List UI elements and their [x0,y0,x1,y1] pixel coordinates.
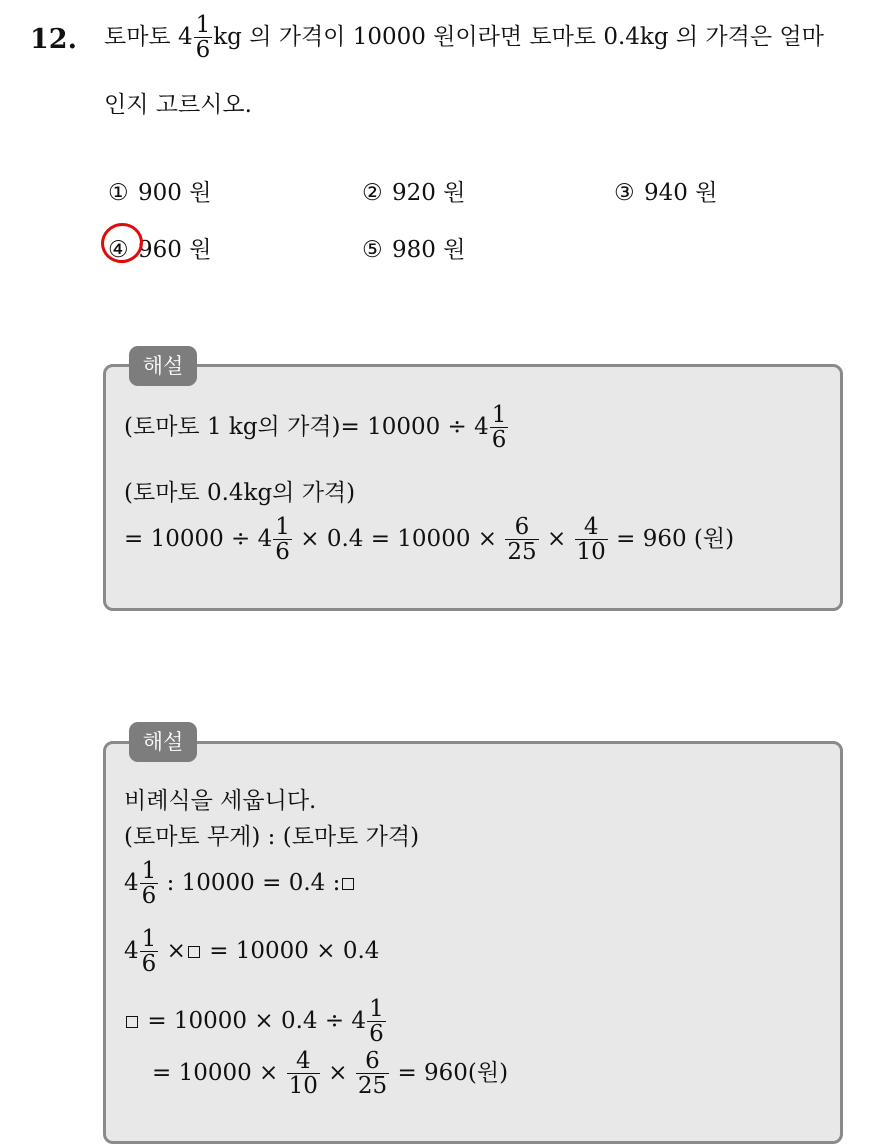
explanation-tag-2: 해설 [129,722,197,762]
option-label: 960 원 [138,237,212,263]
option-mark: ④ [108,237,129,263]
fraction-numerator: 6 [514,514,530,540]
fraction-numerator: 6 [365,1048,380,1074]
explanation-tag-1: 해설 [129,346,197,386]
option-mark: ③ [614,180,635,206]
explanation2-line6 [152,1050,508,1098]
fraction [140,928,159,976]
fraction-denominator: 6 [195,37,211,63]
math-text: 4 [124,870,139,896]
math-text: = 10000 × 0.4 [209,938,380,964]
fraction-denominator: 10 [576,539,606,565]
fraction [575,516,608,564]
question-text-line2: 인지 고르시오. [104,92,252,118]
fraction-numerator: 1 [275,514,290,540]
fraction-numerator: 1 [141,858,157,884]
explanation1-line2: (토마토 0.4kg의 가격) [124,480,356,506]
blank-box [188,946,200,958]
option-2[interactable] [362,174,465,207]
fraction [273,516,292,564]
option-mark: ① [108,180,129,206]
math-text: (토마토 1 kg의 가격)= 10000 ÷ 4 [124,414,489,440]
fraction-numerator: 1 [491,402,507,428]
option-1[interactable] [108,174,211,207]
fraction-denominator: 10 [288,1073,318,1099]
option-label: 920 원 [392,180,466,206]
math-text: : 10000 = 0.4 : [166,870,341,896]
blank-box [126,1016,138,1028]
fraction-numerator: 1 [141,926,157,952]
fraction-denominator: 6 [275,539,290,565]
explanation1-line3 [124,516,734,564]
explanation2-line3 [124,860,356,908]
math-text: × [328,1060,348,1086]
blank-box [342,878,354,890]
question-number: 12. [30,24,77,55]
fraction-numerator: 4 [295,1048,311,1074]
fraction-denominator: 6 [491,427,507,453]
fraction-numerator: 1 [195,12,211,38]
fraction-denominator: 25 [357,1073,388,1099]
explanation1-line1 [124,404,509,452]
math-text: = 960 (원) [616,526,735,552]
option-mark: ② [362,180,383,206]
fraction [367,998,386,1046]
math-text: × 0.4 = 10000 × [300,526,498,552]
fraction-denominator: 6 [141,883,157,909]
math-text: = 10000 × [152,1060,279,1086]
explanation2-line5 [124,998,387,1046]
option-3[interactable] [614,174,717,207]
fraction-numerator: 1 [369,996,384,1022]
fraction [287,1050,320,1098]
explanation2-line2: (토마토 무게) : (토마토 가격) [124,824,420,850]
math-text: × [546,526,567,552]
question-text-part: 토마토 4 [104,24,193,50]
math-text: × [166,938,186,964]
option-mark: ⑤ [362,237,383,263]
fraction-denominator: 25 [507,539,537,565]
option-label: 900 원 [138,180,212,206]
fraction [490,404,509,452]
fraction [356,1050,389,1098]
math-text: = 10000 ÷ 4 [124,526,273,552]
math-text: = 960(원) [397,1060,509,1086]
fraction-numerator: 4 [583,514,599,540]
explanation2-line1: 비례식을 세웁니다. [124,788,317,814]
option-label: 940 원 [644,180,718,206]
question-text-line1 [104,14,824,62]
question-text-part: kg 의 가격이 10000 원이라면 토마토 0.4kg 의 가격은 얼마 [213,24,824,50]
math-text: = 10000 × 0.4 ÷ 4 [147,1008,367,1034]
fraction-denominator: 6 [141,951,157,977]
fraction [194,14,213,62]
fraction [140,860,159,908]
option-5[interactable] [362,231,465,264]
explanation2-line4 [124,928,379,976]
fraction [505,516,538,564]
math-text: 4 [124,938,139,964]
fraction-denominator: 6 [369,1021,384,1047]
option-label: 980 원 [392,237,466,263]
